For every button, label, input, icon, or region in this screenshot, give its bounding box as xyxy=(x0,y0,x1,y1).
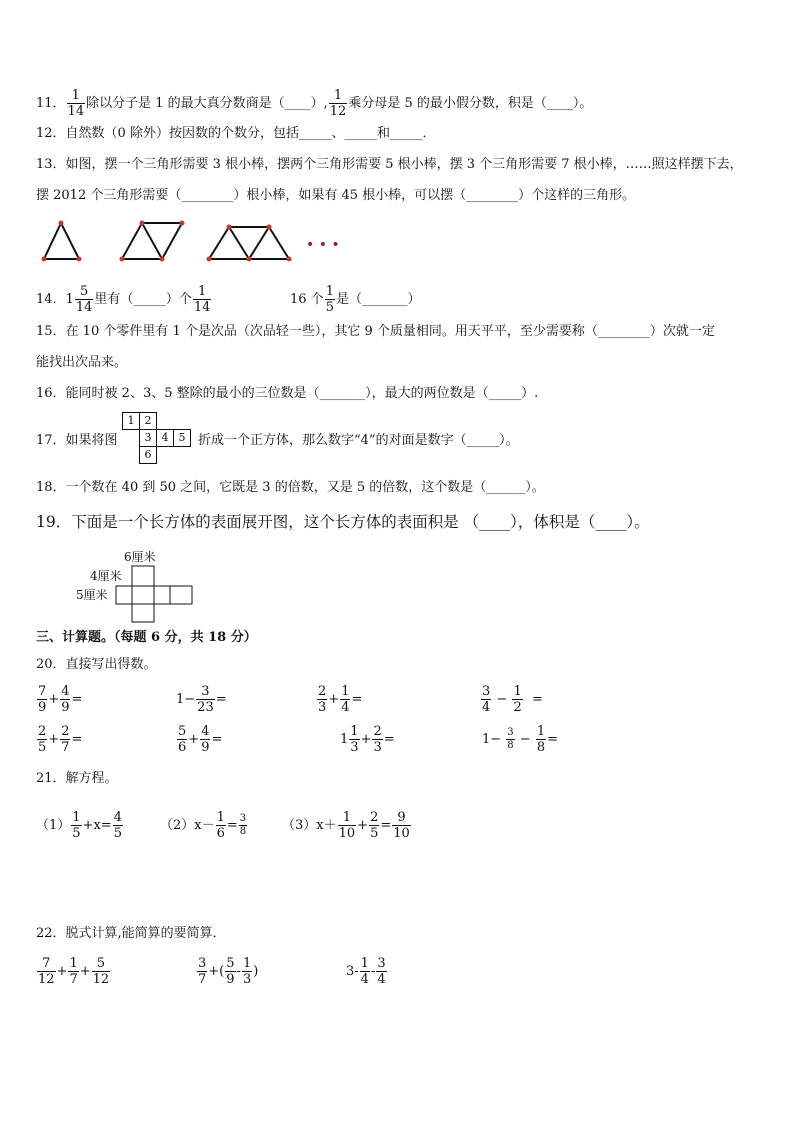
fraction: $\frac{1}{14}$ xyxy=(193,284,211,315)
question-21-title: 21．解方程。 xyxy=(36,771,118,786)
calc-item: 1− $\frac{3}{23}$ = xyxy=(176,684,227,715)
equation-1: （1） $\frac{1}{5}$ +x= $\frac{4}{5}$ xyxy=(36,810,122,841)
section-3-heading: 三、计算题。（每题 6 分，共 18 分） xyxy=(36,630,257,645)
calc-item: $\frac{3}{4}$ − $\frac{1}{2}$ = xyxy=(482,684,543,715)
question-13-line2: 摆 2012 个三角形需要（________）根小棒，如果有 45 根小棒，可以摆（________）个这样的三角形。 xyxy=(36,188,636,203)
cuboid-net-figure: 6厘米 4厘米 5厘米 xyxy=(76,548,206,623)
expression-3: 3- $\frac{1}{4}$ - $\frac{3}{4}$ xyxy=(346,956,386,987)
fraction: $\frac{1}{12}$ xyxy=(329,88,347,119)
question-12: 12．自然数（0 除外）按因数的个数分，包括_____、_____和_____． xyxy=(36,126,436,141)
question-14: 14．1 $\frac{5}{14}$ 里有（_____）个 $\frac{1}{14}$ xyxy=(36,284,211,315)
triangle-pattern-figure xyxy=(36,215,356,267)
question-15-line1: 15．在 10 个零件里有 1 个是次品（次品轻一些），其它 9 个质量相同。用天平平，至少需要称（________）次就一定 xyxy=(36,324,715,339)
calc-item: 1 $\frac{1}{3}$ + $\frac{2}{3}$ = xyxy=(340,724,395,755)
fraction: $\frac{5}{14}$ xyxy=(75,284,93,315)
calc-item: $\frac{7}{9}$ + $\frac{4}{9}$ = xyxy=(38,684,83,715)
question-18: 18．一个数在 40 到 50 之间，它既是 3 的倍数，又是 5 的倍数，这个数是（______）。 xyxy=(36,480,545,495)
continuation-dots: • • • xyxy=(306,237,340,253)
question-17-post: 折成一个正方体，那么数字“4”的对面是数字（_____）。 xyxy=(198,433,519,448)
fraction: $\frac{1}{5}$ xyxy=(325,284,334,315)
calc-item: $\frac{2}{3}$ + $\frac{1}{4}$ = xyxy=(318,684,363,715)
calc-item: 1− $\frac{3}{8}$ − $\frac{1}{8}$ = xyxy=(482,724,559,755)
question-15-line2: 能找出次品来。 xyxy=(36,355,128,370)
question-20-title: 20．直接写出得数。 xyxy=(36,657,157,672)
question-22-title: 22．脱式计算,能简算的要简算． xyxy=(36,926,226,941)
expression-1: $\frac{7}{12}$ + $\frac{1}{7}$ + $\frac{5}{12}$ xyxy=(38,956,110,987)
question-14-part2: 16 个 $\frac{1}{5}$ 是（_______） xyxy=(290,284,421,315)
fraction: $\frac{1}{14}$ xyxy=(67,88,85,119)
equation-3: （3）x＋ $\frac{1}{10}$ + $\frac{2}{5}$ = $\frac{9}{10}$ xyxy=(282,810,410,841)
calc-item: $\frac{5}{6}$ + $\frac{4}{9}$ = xyxy=(178,724,223,755)
question-16: 16．能同时被 2、3、5 整除的最小的三位数是（_______），最大的两位数是（_____）. xyxy=(36,386,539,401)
question-19: 19．下面是一个长方体的表面展开图，这个长方体的表面积是 （____），体积是（____）。 xyxy=(36,513,650,531)
calc-item: $\frac{2}{5}$ + $\frac{2}{7}$ = xyxy=(38,724,83,755)
expression-2: $\frac{3}{7}$ +( $\frac{5}{9}$ - $\frac{1}{3}$ ) xyxy=(198,956,259,987)
cube-net-figure: 1 2 3 4 5 6 xyxy=(120,412,200,466)
question-13-line1: 13．如图，摆一个三角形需要 3 根小棒，摆两个三角形需要 5 根小棒，摆 3 个三角形需要 7 根小棒，……照这样摆下去， xyxy=(36,157,743,172)
equation-2: （2）x－ $\frac{1}{6}$ = $\frac{3}{8}$ xyxy=(160,810,247,841)
question-17-pre: 17．如果将图 xyxy=(36,433,118,448)
question-11: 11． $\frac{1}{14}$ 除以分子是 1 的最大真分数商是（____）, $\frac{1}{12}$ 乘分母是 5 的最小假分数，积是（____）。 xyxy=(36,88,593,119)
